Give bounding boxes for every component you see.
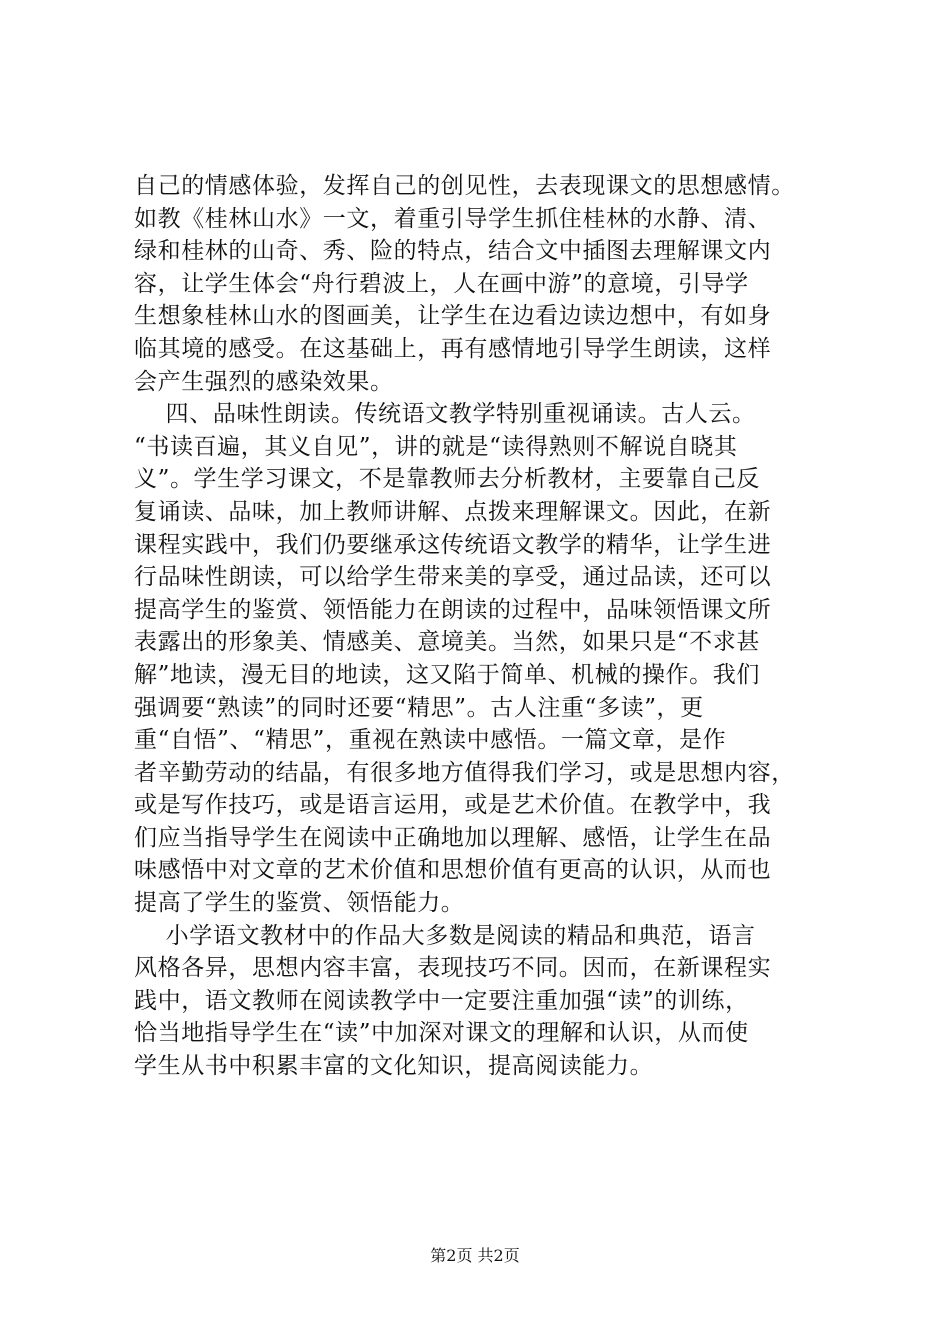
text-line: 提高学生的鉴赏、领悟能力在朗读的过程中，品味领悟课文所 — [134, 596, 772, 623]
text-line: 风格各异，思想内容丰富，表现技巧不同。因而，在新课程实 — [134, 955, 772, 982]
text-line: “书读百遍，其义自见”，讲的就是“读得熟则不解说自晓其 — [134, 433, 738, 460]
text-line: 味感悟中对文章的艺术价值和思想价值有更高的认识，从而也 — [134, 857, 772, 884]
text-line: 如教《桂林山水》一文，着重引导学生抓住桂林的水静、清、 — [134, 205, 772, 232]
text-line: 复诵读、品味，加上教师讲解、点拨来理解课文。因此，在新 — [134, 498, 772, 525]
text-line: 重“自悟”、“精思”，重视在熟读中感悟。一篇文章，是作 — [134, 727, 727, 754]
text-line: 容，让学生体会“舟行碧波上，人在画中游”的意境，引导学 — [134, 270, 749, 297]
text-line: 会产生强烈的感染效果。 — [134, 368, 394, 395]
text-line: 绿和桂林的山奇、秀、险的特点，结合文中插图去理解课文内 — [134, 238, 772, 265]
text-line: 表露出的形象美、情感美、意境美。当然，如果只是“不求甚 — [134, 629, 760, 656]
text-line: 小学语文教材中的作品大多数是阅读的精品和典范，语言 — [134, 922, 756, 949]
text-line: 提高了学生的鉴赏、领悟能力。 — [134, 890, 465, 917]
text-line: 临其境的感受。在这基础上，再有感情地引导学生朗读，这样 — [134, 335, 772, 362]
text-line: 解”地读，漫无目的地读，这又陷于简单、机械的操作。我们 — [134, 661, 760, 688]
text-line: 强调要“熟读”的同时还要“精思”。古人注重“多读”，更 — [134, 694, 704, 721]
body-text — [134, 170, 834, 1083]
text-line: 或是写作技巧，或是语言运用，或是艺术价值。在教学中，我 — [134, 792, 772, 819]
text-line: 学生从书中积累丰富的文化知识，提高阅读能力。 — [134, 1053, 654, 1080]
text-line: 恰当地指导学生在“读”中加深对课文的理解和认识，从而使 — [134, 1020, 749, 1047]
text-line: 们应当指导学生在阅读中正确地加以理解、感悟，让学生在品 — [134, 824, 772, 851]
page-number-footer: 第2页 共2页 — [430, 1246, 520, 1265]
text-line: 行品味性朗读，可以给学生带来美的享受，通过品读，还可以 — [134, 564, 772, 591]
text-line: 义”。学生学习课文，不是靠教师去分析教材，主要靠自己反 — [134, 466, 760, 493]
text-line: 四、品味性朗读。传统语文教学特别重视诵读。古人云。 — [134, 401, 756, 428]
text-line: 生想象桂林山水的图画美，让学生在边看边读边想中，有如身 — [134, 303, 772, 330]
text-line: 者辛勤劳动的结晶，有很多地方值得我们学习，或是思想内容， — [134, 759, 795, 786]
text-line: 课程实践中，我们仍要继承这传统语文教学的精华，让学生进 — [134, 531, 772, 558]
text-line: 自己的情感体验，发挥自己的创见性，去表现课文的思想感情。 — [134, 173, 795, 199]
text-line: 践中，语文教师在阅读教学中一定要注重加强“读”的训练， — [134, 987, 749, 1014]
